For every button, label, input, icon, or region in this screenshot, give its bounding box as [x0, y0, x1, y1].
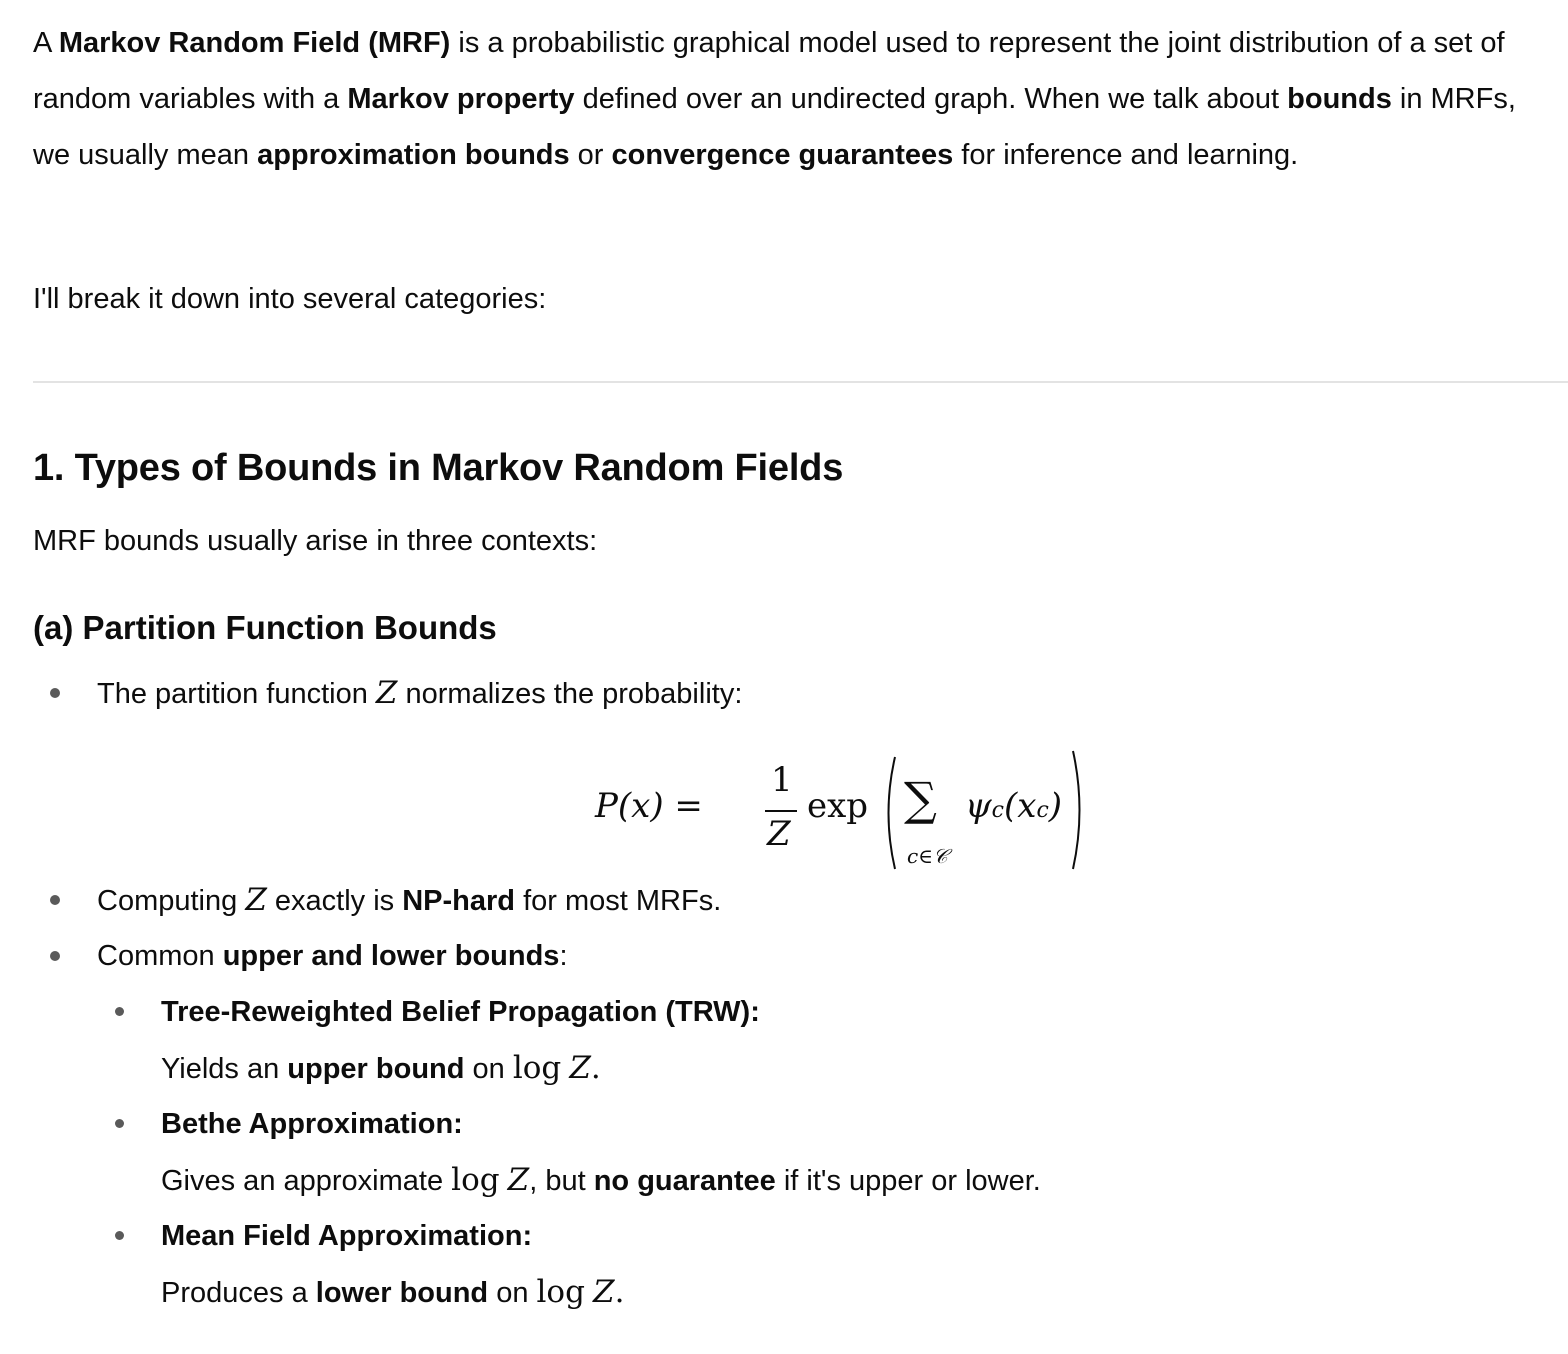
- math-period: .: [590, 1050, 601, 1086]
- sub-item-title: Mean Field Approximation:: [161, 1220, 533, 1252]
- intro-text: A: [33, 27, 59, 59]
- section-heading: 1. Types of Bounds in Markov Random Fields: [33, 447, 844, 489]
- contexts-paragraph: MRF bounds usually arise in three contexts:: [33, 525, 598, 557]
- list-item: [97, 928, 568, 984]
- math-z: Z: [245, 882, 267, 918]
- intro-text: or: [569, 139, 612, 171]
- bullet-marker: [50, 895, 60, 905]
- sub-item-text: on: [464, 1053, 513, 1085]
- equation-close: ): [1048, 786, 1063, 826]
- math-z: Z: [593, 1274, 615, 1310]
- sub-item-text: Gives an approximate: [161, 1165, 452, 1197]
- sub-list-item-title: [161, 984, 760, 1040]
- sub-item-title: Tree-Reweighted Belief Propagation (TRW):: [161, 996, 760, 1028]
- list-item-text: Common: [97, 940, 223, 972]
- equation-subscript: c: [991, 798, 1004, 823]
- math-z: Z: [507, 1162, 530, 1198]
- list-item: [97, 872, 721, 929]
- bullet-marker: [50, 688, 60, 698]
- list-item-text: The partition function: [97, 678, 376, 710]
- sub-item-text: Produces a: [161, 1277, 316, 1309]
- equation-sum-symbol: ∑: [904, 772, 937, 826]
- sub-item-bold: lower bound: [315, 1277, 489, 1309]
- sub-item-text: on: [488, 1277, 537, 1309]
- list-item: [97, 665, 742, 722]
- list-item-bold: upper and lower bounds: [222, 940, 560, 972]
- list-item-text: normalizes the probability:: [397, 678, 743, 710]
- sub-list-item-body: [161, 1264, 624, 1321]
- equation-term: [965, 786, 1062, 826]
- equation-fraction-bar: [765, 810, 797, 812]
- math-period: .: [614, 1274, 625, 1310]
- intro-bold-mrf: Markov Random Field (MRF): [58, 27, 451, 59]
- math-log: log: [451, 1162, 500, 1198]
- sub-list-item-body: [161, 1152, 1041, 1209]
- list-item-bold: NP-hard: [402, 885, 516, 917]
- equation-sum-subscript: c∈𝒞: [907, 844, 948, 868]
- sub-item-title: Bethe Approximation:: [161, 1108, 463, 1140]
- intro-bold-convergence-guarantees: convergence guarantees: [611, 139, 954, 171]
- equation-fraction-denominator: Z: [767, 814, 791, 854]
- sub-list-item-body: [161, 1040, 601, 1097]
- bullet-marker: [50, 951, 60, 961]
- math-log: log: [536, 1274, 585, 1310]
- list-item-text: exactly is: [266, 885, 403, 917]
- sub-item-text: if it's upper or lower.: [775, 1165, 1041, 1197]
- intro-text: for inference and learning.: [953, 139, 1299, 171]
- intro-paragraph: [33, 15, 1543, 183]
- math-z: Z: [375, 675, 398, 711]
- math-log: log: [512, 1050, 562, 1086]
- equation-right-paren: [1071, 750, 1087, 870]
- equation-exp: exp: [807, 786, 869, 826]
- intro-text: is a probabilistic graphical model used to represent the joint distribution of a set of random variables with a: [33, 27, 1505, 115]
- sub-list-item-title: [161, 1208, 532, 1264]
- equation-subscript: c: [1036, 798, 1049, 823]
- sub-list-item-title: [161, 1096, 463, 1152]
- section-divider: [33, 381, 1568, 383]
- sub-bullet-marker: [115, 1007, 124, 1016]
- subsection-heading: (a) Partition Function Bounds: [33, 609, 497, 646]
- equation-fraction-numerator: 1: [771, 760, 793, 800]
- intro-bold-bounds: bounds: [1287, 83, 1392, 115]
- sub-item-text: Yields an: [161, 1053, 288, 1085]
- sub-item-text: , but: [529, 1165, 594, 1197]
- sub-item-bold: upper bound: [287, 1053, 465, 1085]
- sub-item-bold: no guarantee: [593, 1165, 776, 1197]
- intro-text: in MRFs, we usually mean: [33, 83, 1516, 171]
- list-item-text: for most MRFs.: [515, 885, 722, 917]
- math-z: Z: [569, 1050, 591, 1086]
- equation-left-paren: [881, 756, 897, 870]
- equation-arg: (x: [1004, 786, 1037, 826]
- list-item-text: :: [559, 940, 568, 972]
- equation-lhs: P(x) =: [595, 786, 703, 826]
- equation-psi: ψ: [965, 786, 992, 826]
- intro-text: defined over an undirected graph. When we talk about: [574, 83, 1288, 115]
- list-item-text: Computing: [97, 885, 246, 917]
- intro-bold-markov-property: Markov property: [347, 83, 575, 115]
- categories-intro: I'll break it down into several categories:: [33, 283, 547, 315]
- intro-bold-approximation-bounds: approximation bounds: [257, 139, 570, 171]
- sub-bullet-marker: [115, 1119, 124, 1128]
- sub-bullet-marker: [115, 1231, 124, 1240]
- partition-function-equation: [593, 748, 1133, 873]
